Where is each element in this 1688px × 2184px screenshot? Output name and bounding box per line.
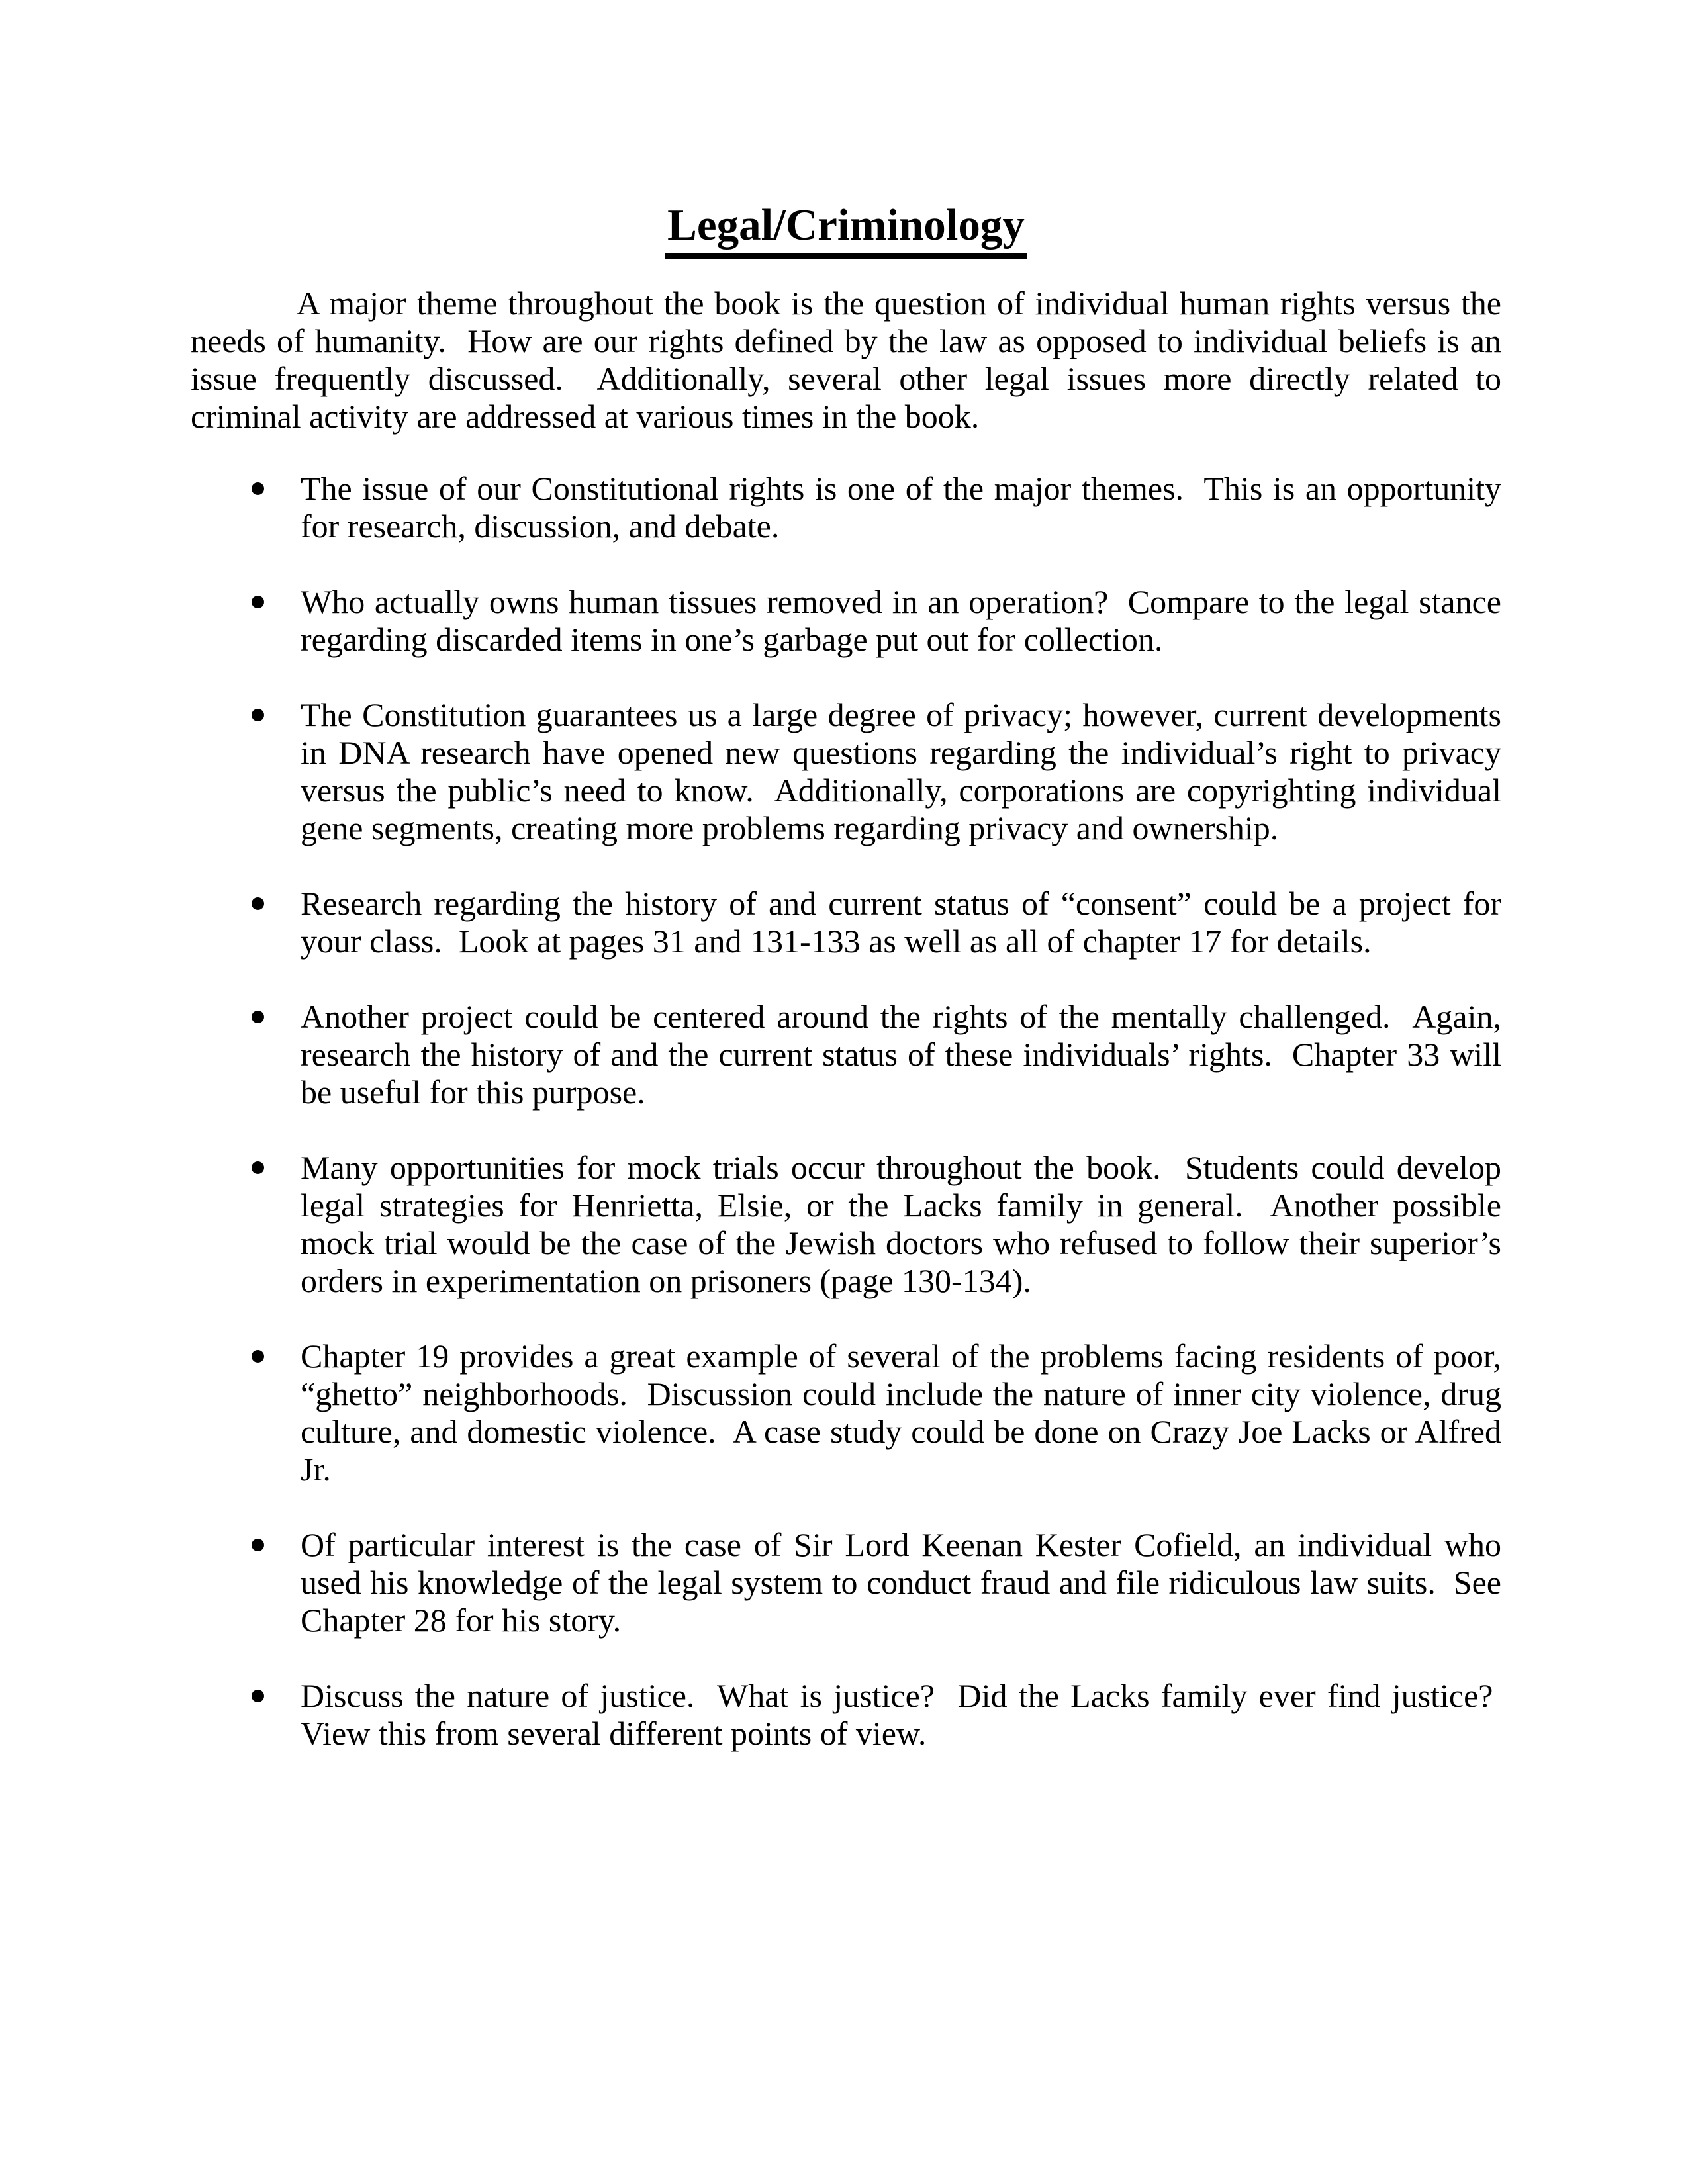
bullet-item — [191, 1677, 1501, 1752]
bullet-marker-icon — [252, 596, 264, 608]
bullet-item — [191, 885, 1501, 960]
page-title — [191, 199, 1501, 251]
bullet-item — [191, 1526, 1501, 1639]
bullet-marker-icon — [252, 1690, 264, 1702]
bullet-item — [191, 998, 1501, 1111]
bullet-text: Many opportunities for mock trials occur throughout the book. Students could develop legal strategies for Henrietta, Elsie, or the Lacks family in general. Another possible mock trial would be the case of the Jewish doctors who refused to follow their superior’s orders in experimentation on prisoners (page 130-134). — [301, 1149, 1501, 1299]
bullet-text: Another project could be centered around the rights of the mentally challenged. Again, research the history of and the current status of these individuals’ rights. Chapter 33 will be useful for this purpose. — [301, 998, 1501, 1111]
bullet-marker-icon — [252, 482, 264, 495]
bullet-marker-icon — [252, 1161, 264, 1174]
bullet-item — [191, 470, 1501, 545]
bullet-item — [191, 696, 1501, 847]
bullet-marker-icon — [252, 709, 264, 721]
bullet-item — [191, 1338, 1501, 1488]
intro-paragraph: A major theme throughout the book is the question of individual human rights versus the needs of humanity. How are our rights defined by the law as opposed to individual beliefs is an issue frequently discussed. Additionally, several other legal issues more directly related to criminal activity are addressed at various times in the book. — [191, 285, 1501, 435]
bullet-text: Who actually owns human tissues removed in an operation? Compare to the legal stance regarding discarded items in one’s garbage put out for collection. — [301, 583, 1501, 658]
page-title-text: Legal/Criminology — [665, 201, 1027, 259]
bullet-text: Research regarding the history of and current status of “consent” could be a project for your class. Look at pages 31 and 131-133 as well as all of chapter 17 for details. — [301, 885, 1501, 960]
bullet-text: Discuss the nature of justice. What is justice? Did the Lacks family ever find justice? View this from several different points of view. — [301, 1677, 1501, 1752]
bullet-list — [191, 470, 1501, 1752]
bullet-item — [191, 1149, 1501, 1300]
bullet-text: Chapter 19 provides a great example of several of the problems facing residents of poor, “ghetto” neighborhoods. Discussion could include the nature of inner city violence, drug culture, and domestic violence. A case study could be done on Crazy Joe Lacks or Alfred Jr. — [301, 1338, 1501, 1488]
bullet-text: The issue of our Constitutional rights is one of the major themes. This is an opportunity for research, discussion, and debate. — [301, 470, 1501, 545]
bullet-item — [191, 583, 1501, 659]
bullet-marker-icon — [252, 897, 264, 910]
bullet-text: Of particular interest is the case of Sir Lord Keenan Kester Cofield, an individual who used his knowledge of the legal system to conduct fraud and file ridiculous law suits. See Chapter 28 for his story. — [301, 1526, 1501, 1639]
bullet-marker-icon — [252, 1011, 264, 1023]
bullet-marker-icon — [252, 1539, 264, 1551]
bullet-marker-icon — [252, 1350, 264, 1363]
bullet-text: The Constitution guarantees us a large degree of privacy; however, current developments in DNA research have opened new questions regarding the individual’s right to privacy versus the public’s need to know. Additionally, corporations are copyrighting individual gene segments, creating more problems regarding privacy and ownership. — [301, 696, 1501, 846]
